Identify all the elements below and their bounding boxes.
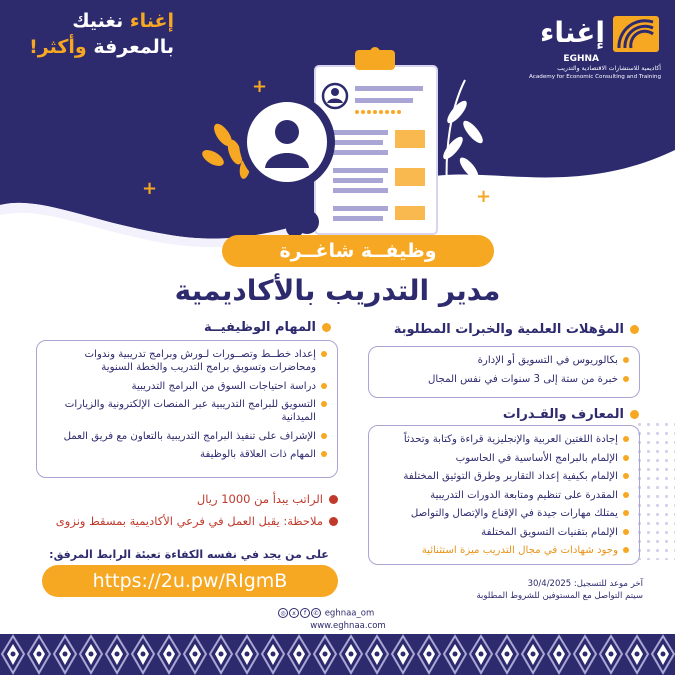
slogan-word: نغنيك bbox=[72, 10, 124, 32]
logo-mark-icon bbox=[613, 14, 661, 54]
social-handles bbox=[278, 608, 418, 619]
deadline-date: آخر موعد للتسجيل: 30/4/2025 bbox=[527, 579, 643, 589]
decorative-dot-pattern bbox=[635, 420, 675, 560]
social-handle[interactable]: eghnaa_om bbox=[324, 608, 375, 619]
tasks-heading-text: المهام الوظيفيــة bbox=[203, 320, 316, 335]
tasks-box bbox=[36, 340, 338, 478]
logo-wordmark: إغناء bbox=[540, 16, 605, 49]
instagram-icon: ◎ bbox=[278, 608, 288, 618]
apply-instruction: على من يجد في نفسه الكفاءة تعبئة الرابط المرفق: bbox=[49, 548, 329, 561]
deadline-info bbox=[476, 578, 643, 602]
bullet-icon bbox=[329, 495, 338, 504]
salary-note-text: الراتب يبدأ من 1000 ريال bbox=[196, 492, 323, 506]
sparkle-icon: + bbox=[252, 76, 268, 97]
skills-heading bbox=[503, 407, 639, 422]
qualifications-heading bbox=[394, 322, 639, 337]
list-item: التسويق للبرامج التدريبية عبر المنصات الإلكترونية والزيارات الميدانية bbox=[45, 398, 327, 424]
branch-note-text: ملاحظة: يقبل العمل في فرعي الأكاديمية بمسقط ونزوى bbox=[55, 514, 323, 528]
slogan-brand: إغناء bbox=[129, 10, 174, 32]
list-item: المهام ذات العلاقة بالوظيفة bbox=[45, 448, 327, 461]
branch-note bbox=[56, 514, 338, 528]
resume-magnifier-illustration bbox=[195, 40, 485, 240]
list-item: الإلمام بتقنيات التسويق المختلفة bbox=[377, 526, 629, 539]
vacancy-label: وظيفــة شاغــرة bbox=[222, 235, 494, 267]
list-item: بكالوريوس في التسويق أو الإدارة bbox=[377, 354, 629, 367]
skills-box bbox=[368, 425, 640, 565]
whatsapp-icon: ✆ bbox=[311, 608, 321, 618]
list-item: الإلمام بكيفية إعداد التقارير وطرق التوثيق المختلفة bbox=[377, 470, 629, 483]
job-title: مدير التدريب بالأكاديمية bbox=[174, 274, 501, 307]
logo-arabic-tagline: أكاديمية للاستشارات الاقتصادية والتدريب bbox=[557, 65, 661, 72]
slogan-accent: وأكثر! bbox=[29, 36, 87, 58]
list-item: يمتلك مهارات جيدة في الإقناع والإتصال والتواصل bbox=[377, 507, 629, 520]
qualifications-box bbox=[368, 346, 640, 398]
twitter-icon: x bbox=[289, 608, 299, 618]
salary-note bbox=[197, 492, 338, 506]
bottom-pattern-band bbox=[0, 634, 675, 675]
bullet-icon bbox=[322, 323, 331, 332]
sparkle-icon: + bbox=[476, 186, 492, 207]
facebook-icon: f bbox=[300, 608, 310, 618]
list-item: إجادة اللغتين العربية والإنجليزية قراءة وكتابة وتحدثاً bbox=[377, 433, 629, 446]
list-item: خبرة من ستة إلى 3 سنوات في نفس المجال bbox=[377, 373, 629, 386]
website-link[interactable]: www.eghnaa.com bbox=[310, 621, 386, 631]
list-item: وجود شهادات في مجال التدريب ميزة استثنائية bbox=[377, 544, 629, 557]
bullet-icon bbox=[630, 410, 639, 419]
slogan-word-2: بالمعرفة bbox=[93, 36, 174, 58]
list-item: إعداد خطــط وتصــورات لـورش وبرامج تدريبية وندوات ومحاضرات وتسويق برامج التدريب والخطة السنوية bbox=[45, 348, 327, 374]
bullet-icon bbox=[329, 517, 338, 526]
skills-heading-text: المعارف والقـدرات bbox=[502, 407, 624, 422]
deadline-contact-note: سيتم التواصل مع المستوفين للشروط المطلوبة bbox=[476, 591, 643, 601]
list-item: المقدرة على تنظيم ومتابعة الدورات التدريبية bbox=[377, 489, 629, 502]
eghna-logo bbox=[511, 10, 661, 80]
list-item: الإشراف على تنفيذ البرامج التدريبية بالتعاون مع فريق العمل bbox=[45, 430, 327, 443]
application-link[interactable]: https://2u.pw/RIgmB bbox=[42, 565, 338, 597]
slogan bbox=[14, 8, 174, 60]
bullet-icon bbox=[630, 325, 639, 334]
logo-english: EGHNA bbox=[563, 54, 599, 64]
tasks-heading bbox=[204, 320, 331, 335]
list-item: الإلمام بالبرامج الأساسية في الحاسوب bbox=[377, 452, 629, 465]
qualifications-heading-text: المؤهلات العلمية والخبرات المطلوبة bbox=[393, 322, 624, 337]
sparkle-icon: + bbox=[142, 178, 158, 199]
leaf-icon bbox=[440, 80, 485, 190]
list-item: دراسة احتياجات السوق من البرامج التدريبية bbox=[45, 380, 327, 393]
logo-english-tagline: Academy for Economic Consulting and Training bbox=[529, 74, 661, 80]
